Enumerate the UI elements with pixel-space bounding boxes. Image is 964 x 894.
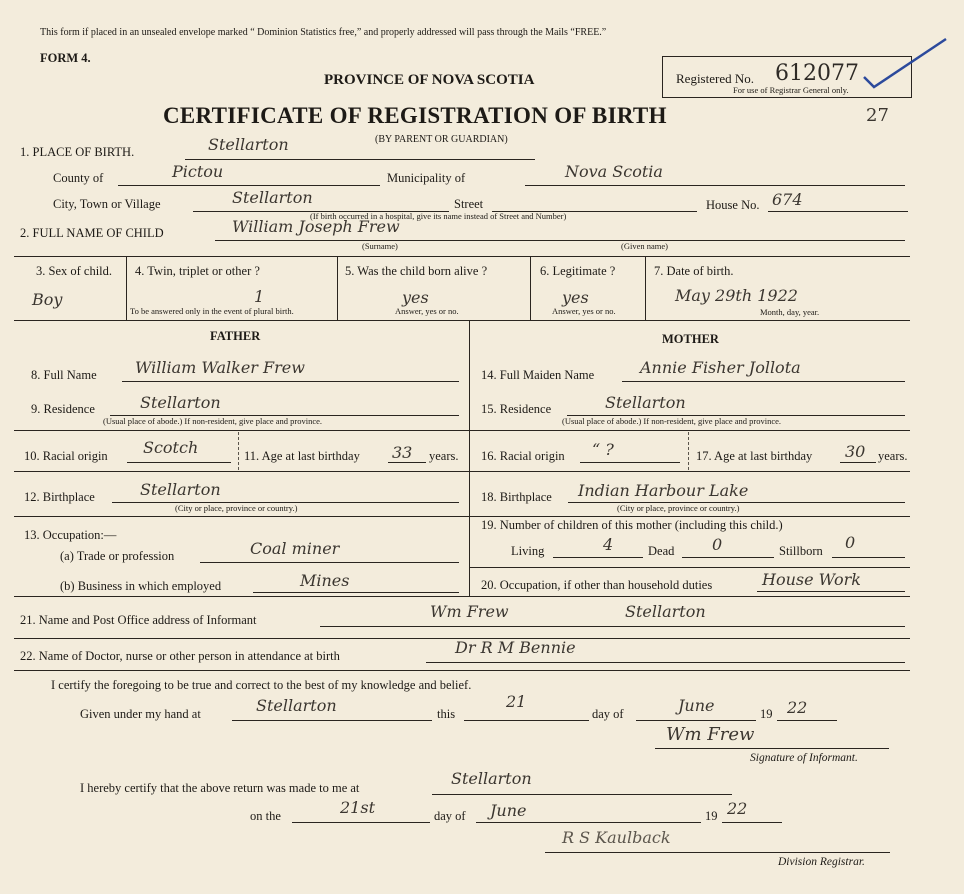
mother-residence-note: (Usual place of abode.) If non-resident, give place and province. [562, 416, 782, 426]
mother-racial-label: 16. Racial origin [481, 449, 565, 463]
twin-value: 1 [254, 287, 265, 306]
house-value: 674 [772, 190, 803, 209]
sex-label: 3. Sex of child. [36, 264, 113, 278]
given-day-value: 21 [506, 692, 527, 711]
birth-date-label: 7. Date of birth. [654, 264, 734, 278]
legitimate-note: Answer, yes or no. [552, 306, 616, 316]
doctor-label: 22. Name of Doctor, nurse or other person in attendance at birth [20, 649, 340, 663]
page-title: CERTIFICATE OF REGISTRATION OF BIRTH [163, 103, 667, 128]
father-birthplace-label: 12. Birthplace [24, 490, 95, 504]
registered-no-label: Registered No. [676, 71, 754, 86]
place-of-birth-value: Stellarton [208, 135, 289, 154]
father-occupation-label: 13. Occupation:— [24, 528, 117, 542]
child-name-value: William Joseph Frew [232, 217, 400, 236]
mother-children-label: 19. Number of children of this mother (including this child.) [481, 518, 783, 532]
doctor-value: Dr R M Bennie [455, 638, 576, 657]
page-subtitle: (BY PARENT OR GUARDIAN) [375, 134, 508, 145]
mother-heading: MOTHER [662, 332, 719, 346]
father-name-label: 8. Full Name [31, 368, 97, 382]
alive-label: 5. Was the child born alive ? [345, 264, 488, 278]
stillborn-label: Stillborn [779, 544, 823, 558]
surname-note: (Surname) [362, 241, 398, 251]
mother-residence-value: Stellarton [605, 393, 686, 412]
registrar-year-value: 22 [727, 799, 748, 818]
mother-birthplace-label: 18. Birthplace [481, 490, 552, 504]
municipality-value: Nova Scotia [565, 162, 663, 181]
check-mark-icon [860, 35, 950, 95]
sex-value: Boy [32, 290, 63, 309]
alive-value: yes [402, 288, 429, 307]
street-label: Street [454, 197, 484, 211]
father-business-value: Mines [300, 571, 350, 590]
given-year-value: 22 [787, 698, 808, 717]
mother-racial-value: “ ? [592, 440, 614, 459]
mother-occupation-value: House Work [762, 570, 861, 589]
father-name-value: William Walker Frew [135, 358, 305, 377]
mother-name-label: 14. Full Maiden Name [481, 368, 595, 382]
informant-name: Wm Frew [430, 602, 509, 621]
birth-date-value: May 29th 1922 [675, 286, 798, 305]
place-of-birth-label: 1. PLACE OF BIRTH. [20, 145, 135, 159]
twin-label: 4. Twin, triplet or other ? [135, 264, 260, 278]
father-birthplace-note: (City or place, province or country.) [175, 503, 298, 513]
city-value: Stellarton [232, 188, 313, 207]
alive-note: Answer, yes or no. [395, 306, 459, 316]
father-trade-label: (a) Trade or profession [60, 549, 175, 563]
certification-statement: I certify the foregoing to be true and correct to the best of my knowledge and belief. [51, 678, 472, 692]
given-year-prefix: 19 [760, 707, 773, 721]
registrar-signature: R S Kaulback [562, 828, 671, 847]
mother-birthplace-note: (City or place, province or country.) [617, 503, 740, 513]
father-trade-value: Coal miner [250, 539, 340, 558]
informant-signature: Wm Frew [666, 724, 755, 745]
mother-birthplace-value: Indian Harbour Lake [578, 481, 749, 500]
county-value: Pictou [172, 162, 224, 181]
twin-note: To be answered only in the event of plural birth. [130, 306, 294, 316]
province-title: PROVINCE OF NOVA SCOTIA [324, 72, 535, 88]
municipality-label: Municipality of [387, 171, 466, 185]
father-business-label: (b) Business in which employed [60, 579, 222, 593]
given-day-of-label: day of [592, 707, 624, 721]
living-label: Living [511, 544, 545, 558]
on-the-label: on the [250, 809, 281, 823]
dead-label: Dead [648, 544, 675, 558]
given-place-value: Stellarton [256, 696, 337, 715]
registrar-day-of-label: day of [434, 809, 466, 823]
informant-label: 21. Name and Post Office address of Informant [20, 613, 257, 627]
mother-age-years: years. [878, 449, 908, 463]
stamp-mark: 27 [866, 105, 889, 126]
informant-signature-label: Signature of Informant. [750, 752, 858, 764]
division-registrar-label: Division Registrar. [778, 856, 865, 868]
registrar-month-value: June [490, 801, 527, 820]
city-label: City, Town or Village [53, 197, 161, 211]
house-label: House No. [706, 198, 760, 212]
father-residence-note: (Usual place of abode.) If non-resident, give place and province. [103, 416, 323, 426]
this-label: this [437, 707, 456, 721]
father-age-years: years. [429, 449, 459, 463]
father-birthplace-value: Stellarton [140, 480, 221, 499]
child-name-label: 2. FULL NAME OF CHILD [20, 226, 164, 240]
given-month-value: June [678, 696, 715, 715]
father-heading: FATHER [210, 329, 261, 343]
registrar-day-value: 21st [340, 798, 375, 817]
birth-date-note: Month, day, year. [760, 307, 820, 317]
stillborn-value: 0 [845, 533, 856, 552]
mother-name-value: Annie Fisher Jollota [640, 358, 801, 377]
given-under-label: Given under my hand at [80, 707, 201, 721]
informant-address: Stellarton [625, 602, 706, 621]
mother-age-label: 17. Age at last birthday [696, 449, 813, 463]
mother-residence-label: 15. Residence [481, 402, 552, 416]
registrar-general-note: For use of Registrar General only. [733, 85, 849, 95]
mother-occupation-label: 20. Occupation, if other than household duties [481, 578, 713, 592]
father-age-value: 33 [392, 443, 413, 462]
father-residence-label: 9. Residence [31, 402, 95, 416]
registered-number: 612077 [775, 61, 859, 86]
mother-age-value: 30 [845, 442, 866, 461]
father-residence-value: Stellarton [140, 393, 221, 412]
registrar-statement: I hereby certify that the above return was made to me at [80, 781, 360, 795]
father-age-label: 11. Age at last birthday [244, 449, 360, 463]
form-number: FORM 4. [40, 51, 91, 65]
dead-value: 0 [712, 535, 723, 554]
county-label: County of [53, 171, 104, 185]
father-racial-value: Scotch [143, 438, 199, 457]
postal-notice: This form if placed in an unsealed envelope marked “ Dominion Statistics free,” and properly addressed will pass through the Mails “FREE.” [40, 27, 607, 38]
given-name-note: (Given name) [621, 241, 668, 251]
registrar-year-prefix: 19 [705, 809, 718, 823]
registrar-place-value: Stellarton [451, 769, 532, 788]
hospital-note: (If birth occurred in a hospital, give its name instead of Street and Number) [310, 211, 567, 221]
legitimate-value: yes [562, 288, 589, 307]
legitimate-label: 6. Legitimate ? [540, 264, 616, 278]
father-racial-label: 10. Racial origin [24, 449, 108, 463]
living-value: 4 [603, 535, 614, 554]
